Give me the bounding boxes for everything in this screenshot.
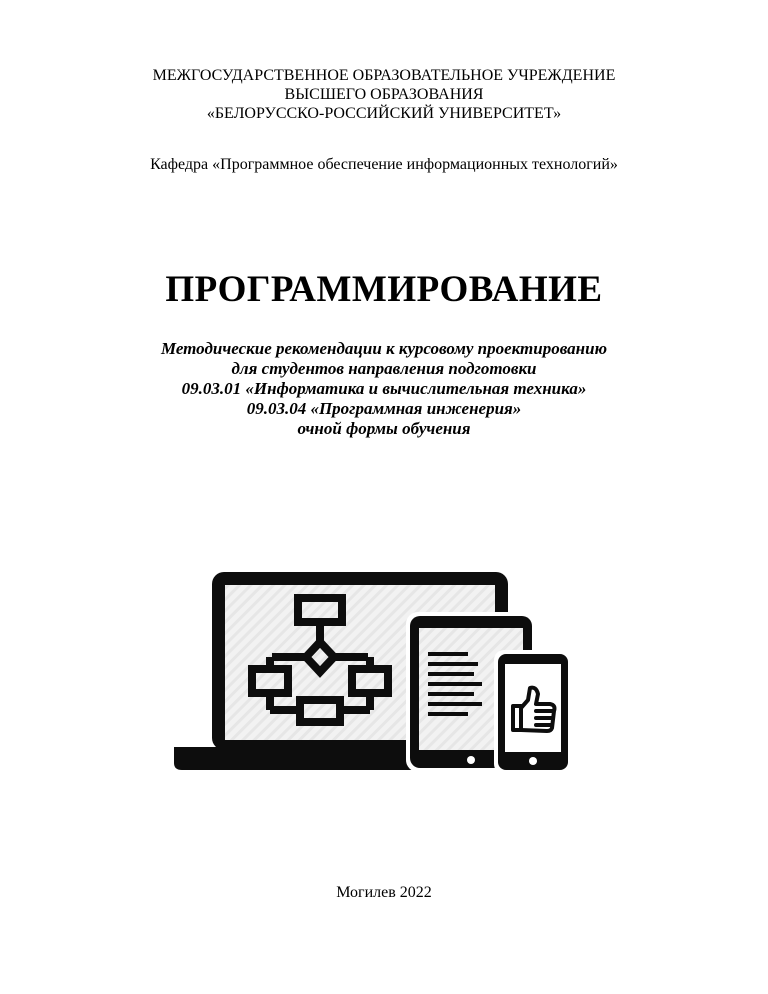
subtitle-line-3: 09.03.01 «Информатика и вычислительная техника» bbox=[181, 379, 587, 398]
subtitle-line-5: очной формы обучения bbox=[297, 419, 471, 438]
document-title: ПРОГРАММИРОВАНИЕ bbox=[165, 269, 603, 310]
smartphone-icon bbox=[494, 650, 572, 774]
subtitle-line-1: Методические рекомендации к курсовому проектированию bbox=[160, 339, 607, 358]
institution-line-3: «БЕЛОРУССКО-РОССИЙСКИЙ УНИВЕРСИТЕТ» bbox=[206, 105, 562, 122]
devices-illustration bbox=[172, 560, 572, 775]
institution-name bbox=[0, 66, 768, 123]
subtitle-line-4: 09.03.04 «Программная инженерия» bbox=[246, 399, 522, 418]
institution-line-1: МЕЖГОСУДАРСТВЕННОЕ ОБРАЗОВАТЕЛЬНОЕ УЧРЕЖДЕНИЕ bbox=[152, 67, 616, 84]
document-subtitle bbox=[0, 339, 768, 439]
subtitle-line-2: для студентов направления подготовки bbox=[231, 359, 537, 378]
institution-line-2: ВЫСШЕГО ОБРАЗОВАНИЯ bbox=[284, 86, 484, 103]
city-year: Могилев 2022 bbox=[336, 884, 432, 901]
department-name: Кафедра «Программное обеспечение информационных технологий» bbox=[150, 156, 618, 173]
